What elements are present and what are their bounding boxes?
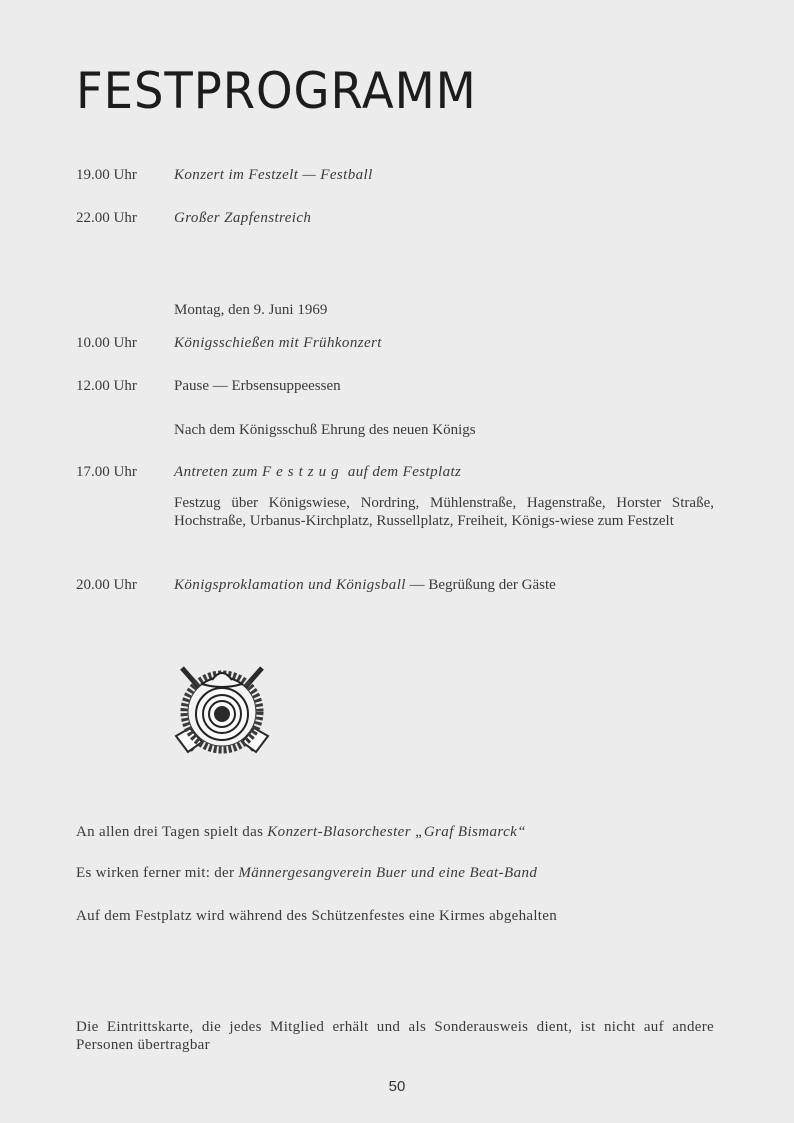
band-note-text: An allen drei Tagen spielt das (76, 824, 268, 840)
band-note (76, 823, 714, 841)
page-title: FESTPROGRAMM (76, 62, 477, 120)
parade-post: auf dem Festplatz (347, 464, 462, 480)
target-icon (196, 688, 248, 740)
choir-note (76, 864, 714, 882)
choir-name: Männergesangverein Buer und eine Beat-Band (238, 865, 538, 881)
shooting-target-emblem-icon (172, 660, 272, 758)
schedule-description: Pause — Erbsensuppeessen (174, 378, 341, 394)
ticket-note: Die Eintrittskarte, die jedes Mitglied erhält und als Sonderausweis dient, ist nicht auf andere Personen übertragbar (76, 1019, 714, 1053)
schedule-time: 17.00 Uhr (76, 464, 137, 480)
page-number: 50 (388, 1078, 406, 1095)
schedule-description: Konzert im Festzelt — Festball (174, 167, 373, 183)
proclamation-italic: Königsproklamation und Königsball (174, 577, 406, 593)
schedule-description (174, 576, 556, 594)
fair-note: Auf dem Festplatz wird während des Schützenfestes eine Kirmes abgehalten (76, 908, 558, 924)
schedule-time: 10.00 Uhr (76, 335, 137, 351)
schedule-time: 22.00 Uhr (76, 210, 137, 226)
parade-pre: Antreten zum (174, 464, 258, 480)
parade-route: Festzug über Königswiese, Nordring, Mühlenstraße, Hagenstraße, Horster Straße, Hochstraße, Urbanus-Kirchplatz, Russellplatz, Freiheit, Königs-wiese zum Festzelt (174, 495, 714, 529)
parade-spaced-word: Festzug (261, 464, 344, 480)
schedule-time: 12.00 Uhr (76, 378, 137, 394)
band-name: Konzert-Blasorchester „Graf Bismarck“ (267, 824, 526, 840)
coronation-note: Nach dem Königsschuß Ehrung des neuen Königs (174, 422, 476, 438)
schedule-time: 19.00 Uhr (76, 167, 137, 183)
day-heading: Montag, den 9. Juni 1969 (174, 302, 328, 318)
schedule-description (174, 463, 461, 481)
schedule-time: 20.00 Uhr (76, 577, 137, 593)
proclamation-rest: — Begrüßung der Gäste (405, 577, 556, 593)
choir-note-text: Es wirken ferner mit: der (76, 865, 239, 881)
schedule-description: Königsschießen mit Frühkonzert (174, 335, 382, 351)
schedule-description: Großer Zapfenstreich (174, 210, 312, 226)
